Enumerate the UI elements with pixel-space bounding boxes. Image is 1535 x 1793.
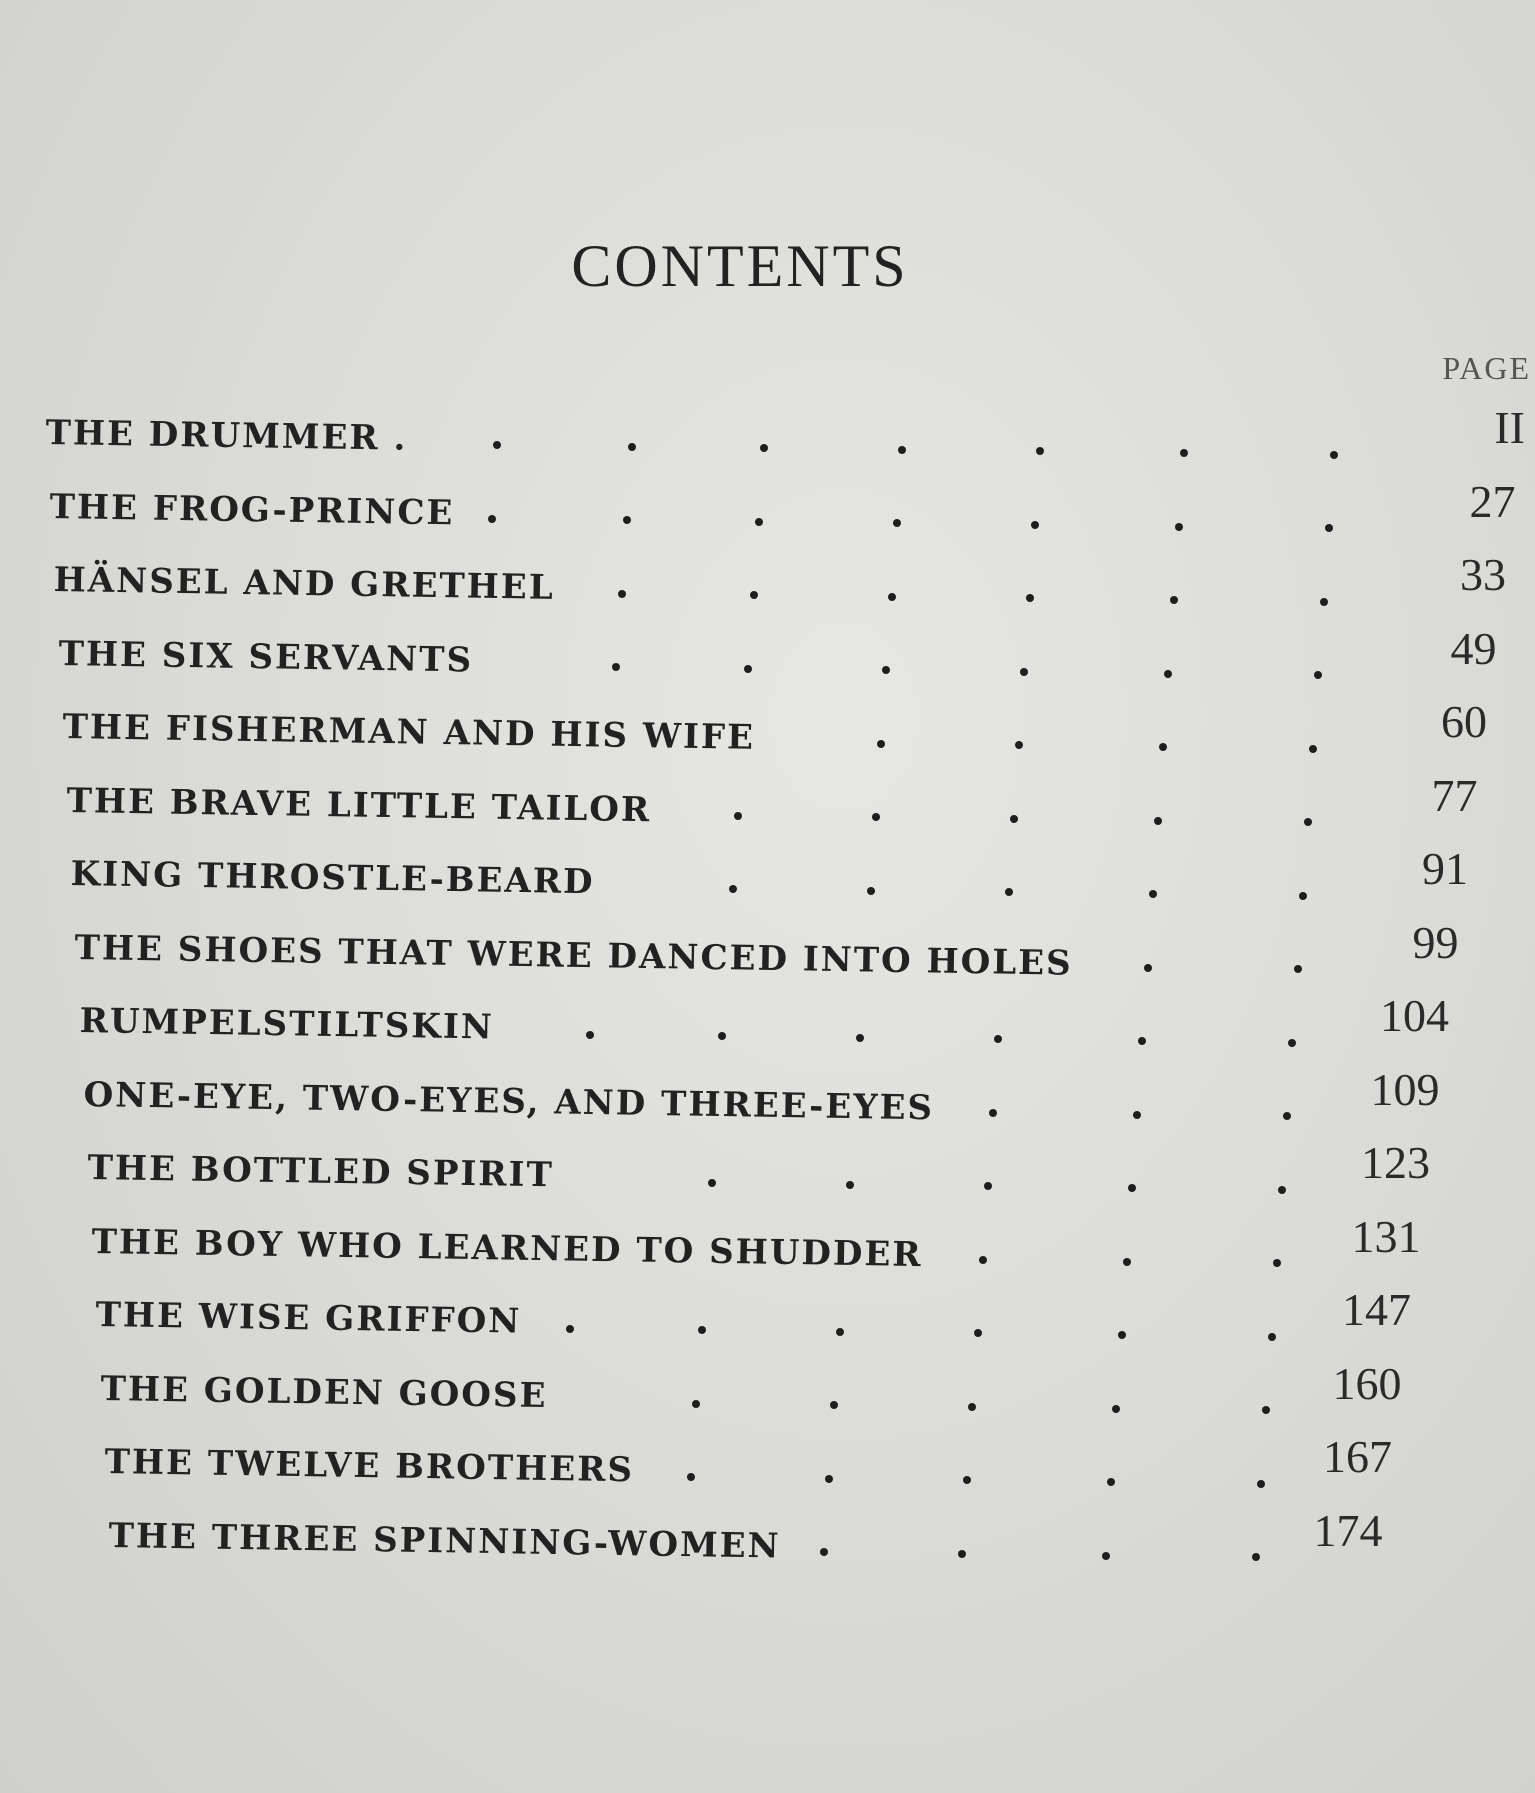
entry-title: THE FROG-PRINCE — [49, 486, 455, 533]
dot-leader — [692, 1400, 700, 1408]
contents-heading: CONTENTS — [571, 233, 909, 299]
contents-entry — [0, 990, 1535, 1061]
dot-leader — [1036, 447, 1044, 455]
entry-page-number: 99 — [1412, 916, 1459, 968]
dot-leader — [618, 590, 626, 598]
entry-page-number: 160 — [1332, 1357, 1402, 1409]
entry-page-number: 147 — [1342, 1284, 1411, 1335]
dot-leader — [1123, 1258, 1131, 1266]
entry-page-number: 77 — [1431, 769, 1478, 821]
dot-leader — [1273, 1259, 1281, 1267]
contents-entry — [0, 475, 1535, 547]
dot-leader — [893, 519, 901, 527]
dot-leader — [1133, 1111, 1141, 1119]
dot-leader — [1026, 594, 1034, 602]
contents-entry — [0, 402, 1535, 473]
dot-leader — [687, 1473, 695, 1481]
dot-leader — [698, 1326, 706, 1334]
dot-leader — [1309, 745, 1317, 753]
contents-entry — [0, 622, 1535, 694]
dot-leader — [734, 812, 742, 820]
entry-title: THE BRAVE LITTLE TAILOR — [66, 780, 652, 830]
entry-title: ONE-EYE, TWO-EYES, AND THREE-EYES — [83, 1074, 935, 1128]
entry-title: THE TWELVE BROTHERS — [104, 1442, 635, 1491]
dot-leader — [488, 515, 496, 523]
dot-leader — [1180, 449, 1188, 457]
dot-leader — [1015, 741, 1023, 749]
dot-leader — [1154, 817, 1162, 825]
dot-leader — [612, 663, 620, 671]
page-column-label: PAGE — [1442, 350, 1531, 386]
dot-leader — [1031, 521, 1039, 529]
dot-leader — [1102, 1552, 1110, 1560]
entry-title: THE SHOES THAT WERE DANCED INTO HOLES — [74, 927, 1074, 984]
dot-leader — [1170, 596, 1178, 604]
entry-page-number: 60 — [1441, 696, 1487, 747]
dot-leader — [1138, 1037, 1146, 1045]
entry-title: HÄNSEL AND GRETHEL — [53, 560, 556, 608]
dot-leader — [888, 593, 896, 601]
dot-leader — [856, 1034, 864, 1042]
contents-entry — [0, 1284, 1535, 1355]
dot-leader — [1005, 888, 1013, 896]
dot-leader — [1320, 598, 1328, 606]
contents-entry — [0, 1137, 1535, 1208]
entry-title: THE THREE SPINNING-WOMEN — [108, 1515, 781, 1567]
dot-leader — [623, 516, 631, 524]
entry-page-number: 109 — [1370, 1063, 1440, 1115]
dot-leader — [877, 740, 885, 748]
dot-leader — [1325, 524, 1333, 532]
entry-page-number: 49 — [1450, 622, 1497, 674]
contents-entry — [0, 843, 1535, 914]
entry-page-number: 167 — [1323, 1431, 1392, 1482]
dot-leader — [898, 446, 906, 454]
dot-leader — [1149, 890, 1157, 898]
dot-leader — [830, 1401, 838, 1409]
dot-leader — [1294, 965, 1302, 973]
entry-title: THE BOY WHO LEARNED TO SHUDDER — [91, 1221, 924, 1275]
dot-leader — [718, 1032, 726, 1040]
dot-leader — [846, 1181, 854, 1189]
entry-title: KING THROSTLE-BEARD — [70, 854, 596, 903]
contents-entry — [0, 696, 1535, 767]
entry-title: THE SIX SERVANTS — [57, 633, 473, 681]
contents-entry — [0, 1357, 1535, 1429]
dot-leader — [836, 1328, 844, 1336]
entry-title: THE GOLDEN GOOSE — [99, 1368, 548, 1416]
dot-leader — [1112, 1405, 1120, 1413]
contents-entry — [0, 1504, 1535, 1576]
entry-title: THE WISE GRIFFON — [95, 1295, 523, 1342]
dot-leader — [867, 887, 875, 895]
dot-leader — [1107, 1478, 1115, 1486]
dot-leader — [820, 1548, 828, 1556]
entry-page-number: 174 — [1313, 1504, 1383, 1556]
entry-page-number: 91 — [1422, 843, 1468, 894]
contents-entry — [0, 1063, 1535, 1135]
dot-leader — [729, 885, 737, 893]
dot-leader — [994, 1035, 1002, 1043]
dot-leader — [825, 1475, 833, 1483]
dot-leader — [493, 441, 501, 449]
dot-leader — [750, 591, 758, 599]
dot-leader — [1010, 815, 1018, 823]
dot-leader — [1304, 818, 1312, 826]
entry-title: THE FISHERMAN AND HIS WIFE — [62, 707, 756, 758]
dot-leader — [989, 1109, 997, 1117]
dot-leader — [566, 1325, 574, 1333]
dot-leader — [1299, 892, 1307, 900]
dot-leader — [708, 1179, 716, 1187]
entry-page-number: 131 — [1351, 1210, 1421, 1262]
dot-leader — [968, 1403, 976, 1411]
entry-page-number: 27 — [1469, 475, 1516, 527]
entry-title: RUMPELSTILTSKIN — [78, 1001, 494, 1048]
dot-leader — [1257, 1480, 1265, 1488]
contents-entry — [0, 1431, 1535, 1502]
dot-leader — [1283, 1112, 1291, 1120]
dot-leader — [628, 443, 636, 451]
dot-leader — [755, 518, 763, 526]
dot-leader — [872, 813, 880, 821]
dot-leader — [1128, 1184, 1136, 1192]
dot-leader — [1175, 523, 1183, 531]
entry-title: THE DRUMMER . — [45, 413, 408, 459]
dot-leader — [882, 666, 890, 674]
contents-entry — [0, 549, 1535, 620]
dot-leader — [586, 1031, 594, 1039]
dot-leader — [744, 665, 752, 673]
dot-leader — [1118, 1331, 1126, 1339]
dot-leader — [1164, 670, 1172, 678]
dot-leader — [963, 1476, 971, 1484]
entry-page-number: 104 — [1380, 990, 1449, 1041]
entry-page-number: 33 — [1460, 549, 1506, 600]
entry-page-number: II — [1494, 402, 1525, 453]
dot-leader — [1314, 671, 1322, 679]
contents-entry — [0, 1210, 1535, 1282]
dot-leader — [1288, 1039, 1296, 1047]
dot-leader — [760, 444, 768, 452]
contents-entry — [0, 916, 1535, 988]
dot-leader — [1020, 668, 1028, 676]
dot-leader — [1330, 451, 1338, 459]
dot-leader — [984, 1182, 992, 1190]
dot-leader — [974, 1329, 982, 1337]
contents-entry — [0, 769, 1535, 841]
dot-leader — [1262, 1406, 1270, 1414]
entry-page-number: 123 — [1361, 1137, 1430, 1188]
dot-leader — [958, 1550, 966, 1558]
dot-leader — [1268, 1333, 1276, 1341]
dot-leader — [979, 1256, 987, 1264]
entry-title: THE BOTTLED SPIRIT — [87, 1148, 555, 1196]
dot-leader — [1252, 1553, 1260, 1561]
dot-leader — [1144, 964, 1152, 972]
dot-leader — [1159, 743, 1167, 751]
dot-leader — [1278, 1186, 1286, 1194]
